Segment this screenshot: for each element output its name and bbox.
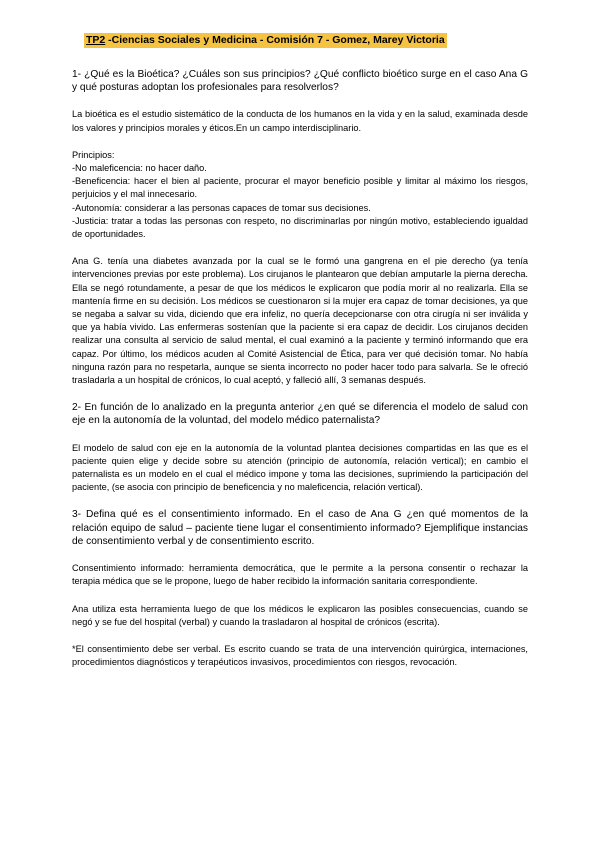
principle-item: -Justicia: tratar a todas las personas con respeto, no discriminarlas por ningún motivo, estableciendo igualdad de oportunidades. [72,215,528,240]
document-title [84,33,447,48]
consent-example: Ana utiliza esta herramienta luego de que los médicos le explicaron las posibles consecuencias, cuando se negó y se fue del hospital (verbal) y cuando la trasladaron al hospital de crónicos (escrita). [72,603,528,627]
principles-heading: Principios: [72,149,115,160]
title-text: -Ciencias Sociales y Medicina - Comisión 7 - Gomez, Marey Victoria [105,34,445,46]
question-3: 3- Defina qué es el consentimiento informado. En el caso de Ana G ¿en qué momentos de la relación equipo de salud – paciente tiene lugar el consentimiento informado? Ejemplifique instancias de consentimiento verbal y de consentimiento escrito. [72,509,528,547]
question-1: 1- ¿Qué es la Bioética? ¿Cuáles son sus principios? ¿Qué conflicto bioético surge en el caso Ana G y qué posturas adoptan los profesionales para resolverlos? [72,69,528,94]
bioethics-definition: La bioética es el estudio sistemático de la conducta de los humanos en la vida y en la salud, examinada desde los valores y principios morales y éticos.En un campo interdisciplinario. [72,109,528,133]
consent-note: *El consentimiento debe ser verbal. Es escrito cuando se trata de una intervención quirúrgica, internaciones, procedimientos diagnósticos y terapéuticos invasivos, procedimientos con riesgos, revocación. [72,643,528,668]
consent-definition: Consentimiento informado: herramienta democrática, que le permite a la persona consentir o rechazar la terapia médica que se le propone, luego de haber recibido la información sanitaria correspondiente. [72,563,528,587]
principle-item: -Autonomía: considerar a las personas capaces de tomar sus decisiones. [72,202,371,213]
case-summary: Ana G. tenía una diabetes avanzada por la cual se le formó una gangrena en el pie derecho (ya tenía intervenciones previas por este problema). Los cirujanos le plantearon que debían amputarle la pierna derecha. Ella se negó rotundamente, a pesar de que los médicos le explicaron que podía morir al no realizarla. Ella se mantenía firme en su decisión. Los médicos se cuestionaron si la mujer era capaz de tomar decisiones, ya que se negaba a salvar su vida, diciendo que era infeliz, no quería decepcionarse con otra cirugía ni ser inválida y que ya había vivido. Las enfermeras sostenían que la paciente si era capaz de decidir. Los cirujanos deciden realizar una consulta al servicio de salud mental, el cual examinó a la paciente y terminó informando que era capaz. Por último, los médicos acuden al Comité Asistencial de Ética, para ver qué decisión tomar. No había ninguna razón para no respetarla, aunque se sienta incorrecto no poder hacer todo para salvarla. Se le ofreció trasladarla a un hospital de crónicos, lo cual aceptó, y falleció allí, 3 semanas después. [72,256,528,386]
answer-2: El modelo de salud con eje en la autonomía de la voluntad plantea decisiones compartidas en las que es el paciente quien elige y decide sobre su atención (principio de autonomía, relación vertical); en cambio el paternalista es un modelo en el cual el médico impone y toma las decisiones, suprimiendo la participación del paciente, (se asocia con principio de beneficencia y no maleficencia, relación vertical). [72,442,528,493]
tp-label: TP2 [86,34,106,46]
question-2: 2- En función de lo analizado en la pregunta anterior ¿en qué se diferencia el modelo de salud con eje en la autonomía de la voluntad, del modelo médico paternalista? [72,402,528,427]
principle-item: -No maleficencia: no hacer daño. [72,163,207,174]
principle-item: -Beneficencia: hacer el bien al paciente, procurar el mayor beneficio posible y limitar al máximo los riesgos, perjuicios y el mal innecesario. [72,176,528,200]
document-page [72,30,528,669]
